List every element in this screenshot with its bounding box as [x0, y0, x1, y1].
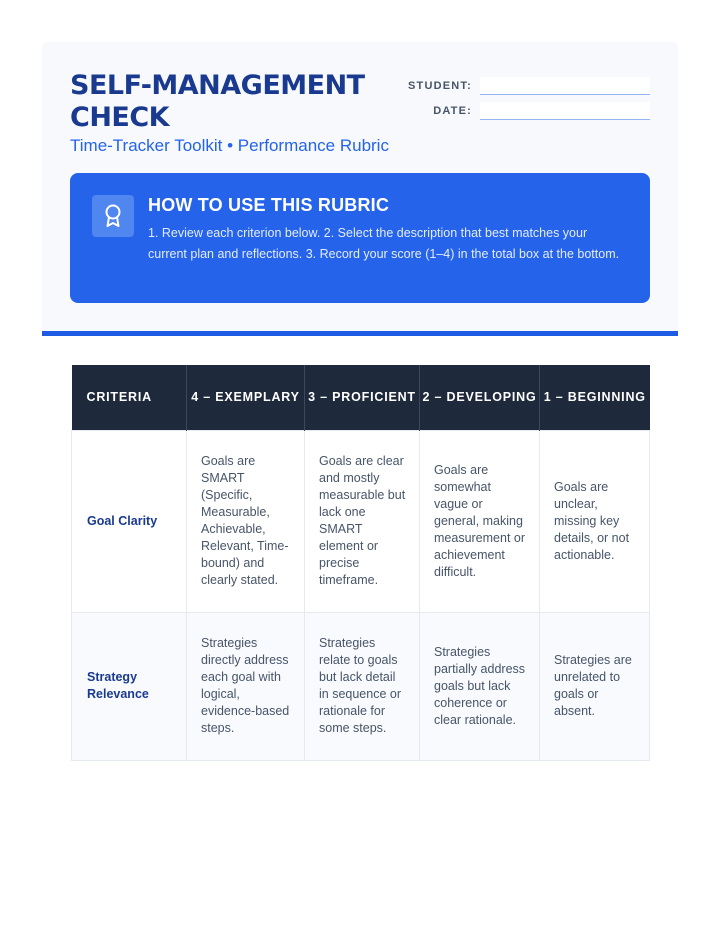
instructions-text: 1. Review each criterion below. 2. Select the description that best matches your current plan and reflections. 3. Record your score (1–4) in the total box at the bottom.	[148, 226, 620, 261]
rubric-cell[interactable]: Goals are somewhat vague or general, making measurement or achievement difficult.	[420, 430, 540, 612]
criteria-header: CRITERIA	[72, 365, 187, 430]
rubric-cell[interactable]: Strategies directly address each goal with logical, evidence-based steps.	[187, 612, 305, 760]
instructions-title: HOW TO USE THIS RUBRIC	[148, 195, 390, 215]
table-row	[72, 612, 650, 760]
student-field-row	[408, 76, 650, 96]
date-field-row	[433, 101, 650, 121]
criterion-name: Strategy Relevance	[72, 612, 187, 760]
instructions-panel	[70, 173, 650, 303]
rubric-cell[interactable]: Goals are SMART (Specific, Measurable, Achievable, Relevant, Time-bound) and clearly stated.	[187, 430, 305, 612]
rubric-cell[interactable]: Strategies are unrelated to goals or absent.	[540, 612, 650, 760]
rubric-cell[interactable]: Goals are clear and mostly measurable but lack one SMART element or precise timeframe.	[305, 430, 420, 612]
level-header-developing: 2 – DEVELOPING	[420, 365, 540, 430]
date-input[interactable]	[480, 102, 650, 120]
rubric-table	[71, 365, 650, 761]
level-header-proficient: 3 – PROFICIENT	[305, 365, 420, 430]
date-label: DATE:	[433, 105, 472, 117]
table-row	[72, 430, 650, 612]
page-title: SELF-MANAGEMENT CHECK	[70, 70, 365, 133]
criterion-name: Goal Clarity	[72, 430, 187, 612]
student-label: STUDENT:	[408, 80, 472, 92]
rubric-header-row	[72, 365, 650, 430]
rubric-cell[interactable]: Strategies partially address goals but lack coherence or clear rationale.	[420, 612, 540, 760]
award-ribbon-icon	[92, 195, 134, 237]
rubric-header-card	[42, 42, 678, 336]
rubric-cell[interactable]: Goals are unclear, missing key details, or not actionable.	[540, 430, 650, 612]
page-subtitle: Time-Tracker Toolkit • Performance Rubric	[70, 136, 389, 155]
student-input[interactable]	[480, 77, 650, 95]
rubric-cell[interactable]: Strategies relate to goals but lack detail in sequence or rationale for some steps.	[305, 612, 420, 760]
level-header-beginning: 1 – BEGINNING	[540, 365, 650, 430]
level-header-exemplary: 4 – EXEMPLARY	[187, 365, 305, 430]
